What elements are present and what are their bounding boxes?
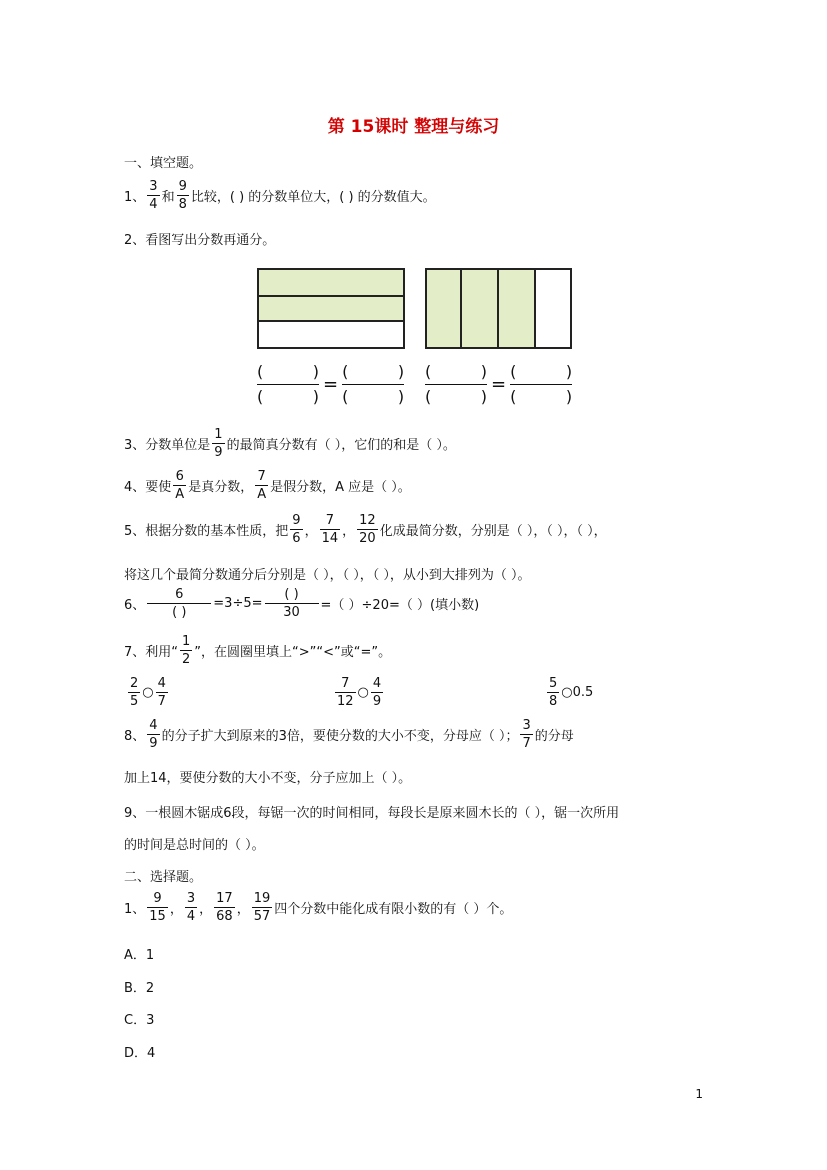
section-2-heading: 二、选择题。 bbox=[124, 870, 203, 885]
question-5: 5、根据分数的基本性质，把 9 6 ， 7 14 ， 12 20 化成最简分数，分别是（ ），（ ），（ ）， bbox=[124, 513, 607, 546]
fraction: 7 A bbox=[257, 469, 267, 502]
question-1 bbox=[124, 180, 436, 211]
question-6: 6、 6 ( ) =3÷5= ( ) 30 =（ ）÷20=（ ）(填小数) bbox=[124, 587, 480, 620]
question-7: 7、利用“ 1 2 ”，在圆圈里填上“>”“<”或“=”。 bbox=[124, 634, 392, 667]
fraction: 4 9 bbox=[149, 718, 158, 751]
q7-compare-3: 5 8 ○ 0.5 bbox=[549, 676, 594, 709]
compare-circle[interactable]: ○ bbox=[561, 685, 573, 700]
q2-blank-equation-1: ( ) ( ) = ( ) ( ) bbox=[257, 362, 405, 406]
question-3: 3、分数单位是 1 9 的最简真分数有（ ），它们的和是（ ）。 bbox=[124, 427, 456, 460]
fraction: 9 6 bbox=[292, 513, 301, 546]
question-9: 9、一根圆木锯成6段，每锯一次的时间相同，每段长是原来圆木长的（ ），锯一次所用 bbox=[124, 806, 620, 821]
question-8-line-2: 加上14，要使分数的大小不变，分子应加上（ ）。 bbox=[124, 771, 412, 786]
fraction: 3 4 bbox=[186, 891, 196, 924]
mc-question-1: 1、 9 15 ， 3 4 ， 17 68 ， 19 57 四个分数中能化成有限小数的有（ ）个。 bbox=[124, 891, 513, 924]
fraction: 1 2 bbox=[182, 634, 191, 667]
fraction: 3 4 bbox=[149, 179, 158, 212]
fraction: 9 8 bbox=[178, 179, 187, 212]
option-b[interactable]: B．2 bbox=[124, 981, 155, 996]
fraction: 1 9 bbox=[214, 427, 223, 460]
q1-and: 和 bbox=[161, 190, 175, 205]
compare-circle[interactable]: ○ bbox=[142, 685, 154, 700]
fraction: 3 7 bbox=[522, 718, 531, 751]
q7-compare-1: 2 5 ○ 4 7 bbox=[130, 676, 166, 709]
question-5-line-2: 将这几个最简分数通分后分别是（ ），（ ），（ ），从小到大排列为（ ）。 bbox=[124, 568, 531, 583]
page-title: 第 15课时 整理与练习 bbox=[327, 117, 500, 137]
option-c[interactable]: C．3 bbox=[124, 1013, 155, 1028]
q2-blank-equation-2: ( ) ( ) = ( ) ( ) bbox=[425, 362, 573, 406]
question-4: 4、要使 6 A 是真分数， 7 A 是假分数，A 应是（ ）。 bbox=[124, 469, 411, 502]
fraction: 17 68 bbox=[216, 891, 233, 924]
fraction: 19 57 bbox=[253, 891, 271, 924]
section-1-heading: 一、填空题。 bbox=[124, 156, 203, 171]
fraction: 6 ( ) bbox=[147, 588, 211, 619]
fraction: 9 15 bbox=[149, 891, 166, 924]
fraction: ( ) 30 bbox=[265, 588, 319, 619]
compare-circle[interactable]: ○ bbox=[357, 685, 369, 700]
q1-number: 1、 bbox=[124, 190, 146, 205]
fraction: 7 14 bbox=[321, 513, 339, 546]
fraction: 6 A bbox=[175, 469, 185, 502]
option-d[interactable]: D．4 bbox=[124, 1046, 156, 1061]
option-a[interactable]: A．1 bbox=[124, 948, 155, 963]
page-number: 1 bbox=[695, 1087, 703, 1101]
question-2: 2、看图写出分数再通分。 bbox=[124, 233, 276, 248]
question-9-line-2: 的时间是总时间的（ ）。 bbox=[124, 838, 265, 853]
question-8: 8、 4 9 的分子扩大到原来的3倍，要使分数的大小不变，分母应（ ）； 3 7 的分母 bbox=[124, 718, 574, 751]
fraction: 12 20 bbox=[359, 513, 376, 546]
q7-compare-2: 7 12 ○ 4 9 bbox=[337, 676, 382, 709]
q1-text: 比较，( ) 的分数单位大，( ) 的分数值大。 bbox=[190, 190, 436, 205]
